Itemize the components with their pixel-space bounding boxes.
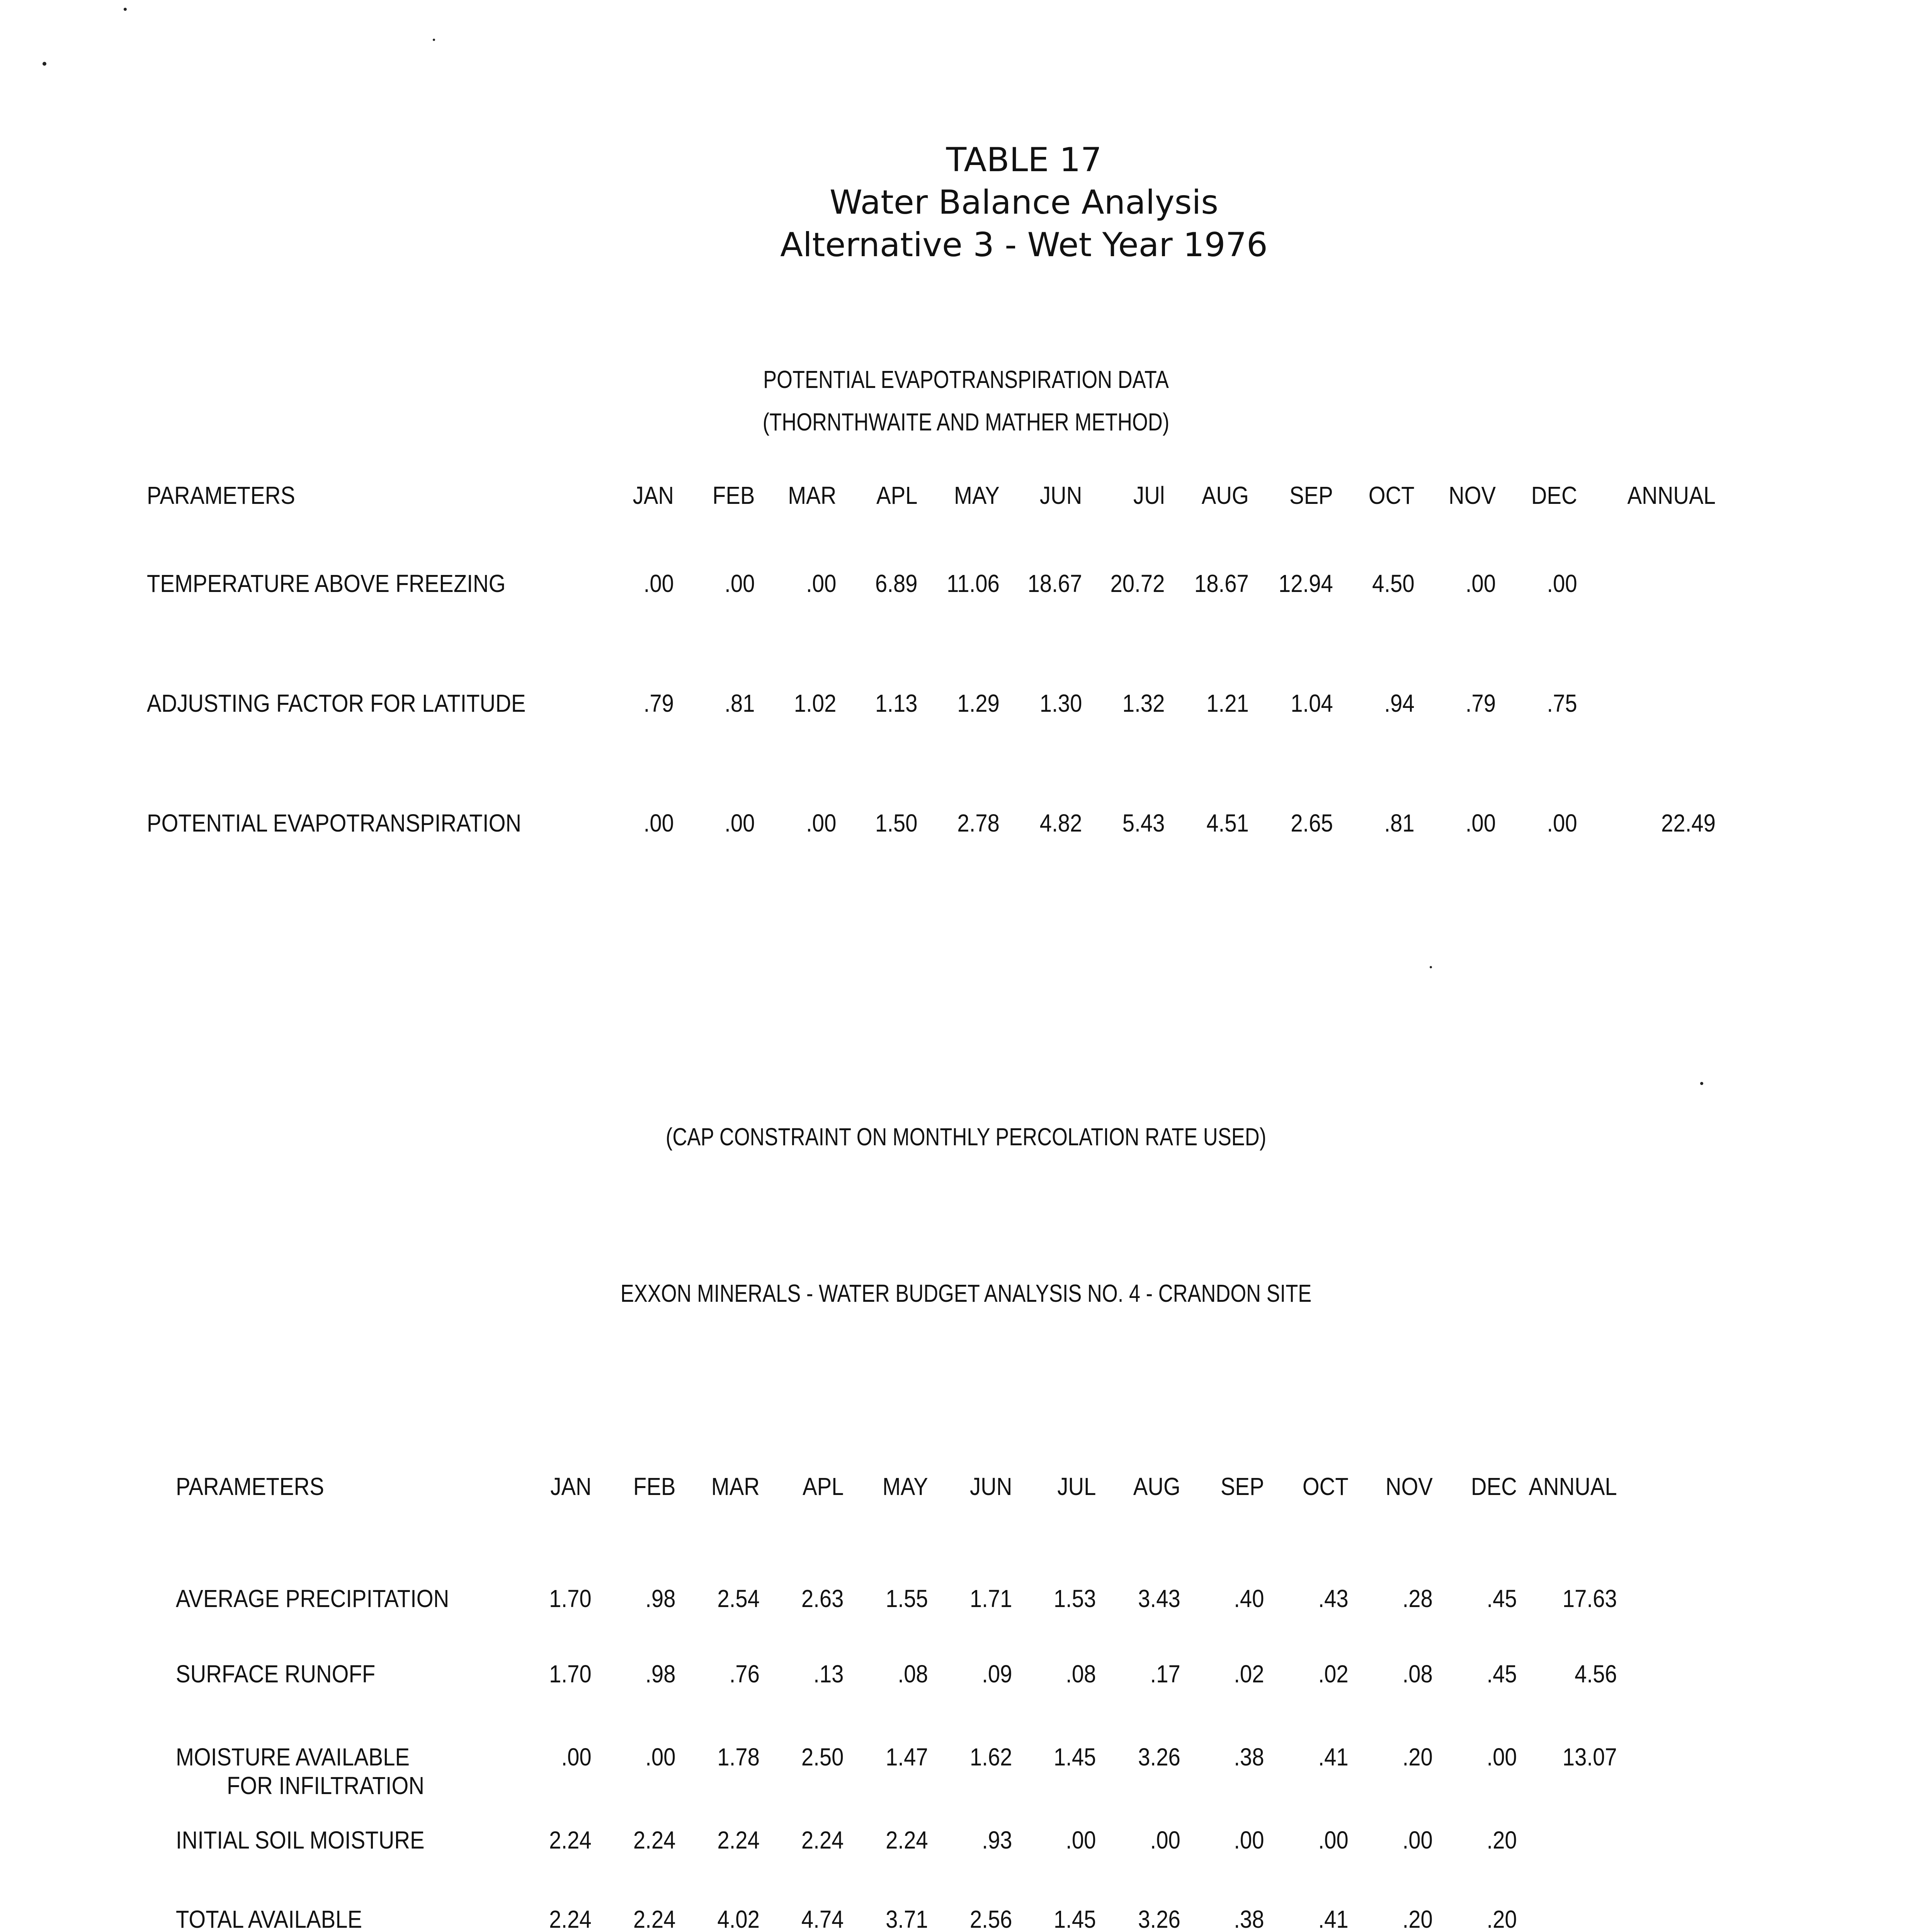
table-cell: 4.50 <box>1372 570 1415 597</box>
table-cell: .76 <box>730 1660 760 1688</box>
table-cell: .00 <box>1402 1826 1433 1854</box>
column-header: NOV <box>1449 481 1496 509</box>
table-cell: .45 <box>1486 1585 1517 1612</box>
table-cell: 1.45 <box>1053 1743 1096 1771</box>
table-cell: .38 <box>1234 1905 1264 1932</box>
row-label <box>176 1660 471 1743</box>
table-cell: 4.02 <box>717 1905 760 1932</box>
budget-row <box>176 1743 1617 1826</box>
column-header: DEC <box>1471 1473 1517 1500</box>
table-cell: .81 <box>1384 809 1415 837</box>
table-cell: 2.63 <box>801 1585 844 1612</box>
column-header: JUL <box>1057 1473 1096 1500</box>
pet-table <box>147 481 1716 883</box>
budget-header-row <box>176 1472 1617 1584</box>
row-label-line1: AVERAGE PRECIPITATION <box>176 1585 449 1612</box>
table-cell: .20 <box>1486 1905 1517 1932</box>
table-cell: .13 <box>813 1660 844 1688</box>
table-cell: 1.02 <box>794 689 837 717</box>
pet-row-temperature <box>147 524 1716 643</box>
pet-row-pet <box>147 763 1716 883</box>
column-header: NOV <box>1385 1473 1433 1500</box>
column-header: APL <box>803 1473 844 1500</box>
row-label: POTENTIAL EVAPOTRANSPIRATION <box>147 809 522 837</box>
table-cell: 11.06 <box>947 570 1000 597</box>
table-cell: 1.47 <box>885 1743 928 1771</box>
row-label-line1: INITIAL SOIL MOISTURE <box>176 1826 425 1854</box>
column-header: SEP <box>1221 1473 1264 1500</box>
table-cell: 2.24 <box>633 1905 676 1932</box>
table-cell: .20 <box>1486 1826 1517 1854</box>
column-header: JAN <box>633 481 674 509</box>
table-cell: 1.29 <box>957 689 1000 717</box>
budget-table <box>176 1472 1617 1932</box>
table-cell: .02 <box>1318 1660 1349 1688</box>
table-cell: 2.24 <box>885 1826 928 1854</box>
table-cell <box>1529 1826 1617 1905</box>
column-header: FEB <box>712 481 755 509</box>
table-cell: .17 <box>1150 1660 1180 1688</box>
table-cell: .00 <box>806 570 837 597</box>
table-cell: .41 <box>1318 1743 1349 1771</box>
table-cell: .20 <box>1402 1905 1433 1932</box>
table-cell: 4.51 <box>1206 809 1249 837</box>
table-cell: .40 <box>1234 1585 1264 1612</box>
row-label-line1: MOISTURE AVAILABLE <box>176 1743 410 1771</box>
pet-heading: POTENTIAL EVAPOTRANSPIRATION DATA <box>763 366 1169 393</box>
table-cell: 6.89 <box>875 570 918 597</box>
scan-speck <box>1700 1082 1703 1085</box>
column-header: OCT <box>1368 481 1415 509</box>
table-cell: .79 <box>1466 689 1496 717</box>
table-cell: .98 <box>645 1585 676 1612</box>
table-cell: 3.43 <box>1138 1585 1180 1612</box>
column-header: PARAMETERS <box>147 481 295 509</box>
table-cell: 18.67 <box>1027 570 1082 597</box>
table-cell: 17.63 <box>1563 1585 1617 1612</box>
table-cell: 1.50 <box>875 809 918 837</box>
column-header: MAR <box>788 481 837 509</box>
table-cell: 3.71 <box>885 1905 928 1932</box>
table-cell: .81 <box>724 689 755 717</box>
column-header: AUG <box>1201 481 1249 509</box>
table-cell <box>1594 524 1716 643</box>
table-cell: 5.43 <box>1122 809 1165 837</box>
pet-row-latitude-factor <box>147 643 1716 763</box>
table-cell: .00 <box>643 809 674 837</box>
column-header: SEP <box>1289 481 1333 509</box>
table-cell: .75 <box>1547 689 1578 717</box>
column-header: ANNUAL <box>1529 1473 1617 1500</box>
table-cell: 1.71 <box>969 1585 1012 1612</box>
table-cell: 1.78 <box>717 1743 760 1771</box>
table-cell <box>1594 643 1716 763</box>
budget-row <box>176 1905 1617 1932</box>
table-cell: .98 <box>645 1660 676 1688</box>
table-cell: 2.78 <box>957 809 1000 837</box>
scan-speck <box>1430 966 1432 968</box>
constraint-note: (CAP CONSTRAINT ON MONTHLY PERCOLATION RATE USED) <box>665 1123 1267 1151</box>
table-cell: 18.67 <box>1194 570 1249 597</box>
budget-heading: EXXON MINERALS - WATER BUDGET ANALYSIS NO. 4 - CRANDON SITE <box>620 1279 1312 1307</box>
row-label <box>176 1826 471 1905</box>
table-cell: .00 <box>1066 1826 1096 1854</box>
table-cell: 12.94 <box>1278 570 1333 597</box>
column-header: APL <box>876 481 918 509</box>
column-header: AUG <box>1133 1473 1180 1500</box>
table-cell: 1.70 <box>549 1585 592 1612</box>
table-cell: 2.56 <box>969 1905 1012 1932</box>
table-cell: .41 <box>1318 1905 1349 1932</box>
table-cell: 2.50 <box>801 1743 844 1771</box>
table-cell: .93 <box>981 1826 1012 1854</box>
scan-speck <box>43 62 46 66</box>
table-cell: 1.32 <box>1122 689 1165 717</box>
table-cell: .94 <box>1384 689 1415 717</box>
table-cell: .00 <box>1466 570 1496 597</box>
table-cell: 22.49 <box>1661 809 1716 837</box>
table-cell: .38 <box>1234 1743 1264 1771</box>
table-cell: .08 <box>1066 1660 1096 1688</box>
pet-method: (THORNTHWAITE AND MATHER METHOD) <box>762 408 1170 436</box>
table-cell: 13.07 <box>1563 1743 1617 1771</box>
table-cell: .00 <box>561 1743 592 1771</box>
column-header: JUl <box>1133 481 1165 509</box>
table-cell: 1.55 <box>885 1585 928 1612</box>
table-title: Water Balance Analysis <box>829 183 1219 222</box>
table-cell: 4.82 <box>1040 809 1082 837</box>
row-label-line1: SURFACE RUNOFF <box>176 1660 376 1688</box>
budget-row <box>176 1584 1617 1660</box>
table-cell: .00 <box>643 570 674 597</box>
table-cell: 2.24 <box>549 1905 592 1932</box>
column-header: JAN <box>550 1473 592 1500</box>
table-cell: .00 <box>645 1743 676 1771</box>
table-subtitle: Alternative 3 - Wet Year 1976 <box>780 226 1268 264</box>
row-label-line2: FOR INFILTRATION <box>227 1772 425 1799</box>
row-label <box>176 1584 471 1660</box>
budget-row <box>176 1826 1617 1905</box>
row-label <box>176 1743 471 1826</box>
table-cell: .00 <box>1150 1826 1180 1854</box>
column-header: JUN <box>1040 481 1082 509</box>
table-cell: .79 <box>643 689 674 717</box>
table-cell: .00 <box>1547 570 1578 597</box>
pet-header-row <box>147 481 1716 524</box>
column-header: MAY <box>954 481 1000 509</box>
table-cell: 2.24 <box>549 1826 592 1854</box>
column-header: PARAMETERS <box>176 1473 324 1500</box>
column-header: ANNUAL <box>1627 481 1716 509</box>
table-cell: 1.70 <box>549 1660 592 1688</box>
table-cell: .08 <box>898 1660 928 1688</box>
table-cell: .00 <box>724 570 755 597</box>
column-header: OCT <box>1302 1473 1349 1500</box>
column-header: MAY <box>882 1473 928 1500</box>
table-cell: 1.04 <box>1291 689 1333 717</box>
table-cell: .09 <box>981 1660 1012 1688</box>
table-cell: .00 <box>1486 1743 1517 1771</box>
table-cell: 4.56 <box>1575 1660 1617 1688</box>
table-cell: 1.45 <box>1053 1905 1096 1932</box>
table-cell: 4.74 <box>801 1905 844 1932</box>
table-cell: .00 <box>1547 809 1578 837</box>
table-cell: 2.24 <box>633 1826 676 1854</box>
table-cell: .08 <box>1402 1660 1433 1688</box>
table-cell: 2.24 <box>801 1826 844 1854</box>
row-label <box>176 1905 471 1932</box>
table-cell: .45 <box>1486 1660 1517 1688</box>
column-header: JUN <box>969 1473 1012 1500</box>
scan-speck <box>124 8 127 11</box>
table-cell: .28 <box>1402 1585 1433 1612</box>
table-cell: .00 <box>724 809 755 837</box>
table-cell: 1.21 <box>1206 689 1249 717</box>
table-cell: .00 <box>806 809 837 837</box>
table-cell: .00 <box>1466 809 1496 837</box>
row-label: ADJUSTING FACTOR FOR LATITUDE <box>147 689 526 717</box>
table-cell: 1.53 <box>1053 1585 1096 1612</box>
row-label-line1: TOTAL AVAILABLE <box>176 1905 362 1932</box>
column-header: FEB <box>633 1473 676 1500</box>
table-cell: .43 <box>1318 1585 1349 1612</box>
row-label: TEMPERATURE ABOVE FREEZING <box>147 570 506 597</box>
scan-speck <box>433 39 435 41</box>
table-cell: 1.62 <box>969 1743 1012 1771</box>
table-cell: .00 <box>1234 1826 1264 1854</box>
table-cell: 2.54 <box>717 1585 760 1612</box>
table-cell: 1.30 <box>1040 689 1082 717</box>
table-cell: 2.65 <box>1291 809 1333 837</box>
table-cell: 3.26 <box>1138 1905 1180 1932</box>
table-cell: .00 <box>1318 1826 1349 1854</box>
table-cell: 3.26 <box>1138 1743 1180 1771</box>
table-cell: 2.24 <box>717 1826 760 1854</box>
table-cell: 20.72 <box>1110 570 1165 597</box>
table-cell <box>1529 1905 1617 1932</box>
column-header: DEC <box>1531 481 1578 509</box>
column-header: MAR <box>711 1473 760 1500</box>
table-cell: 1.13 <box>875 689 918 717</box>
table-number: TABLE 17 <box>946 141 1102 179</box>
budget-row <box>176 1660 1617 1743</box>
table-cell: .20 <box>1402 1743 1433 1771</box>
table-cell: .02 <box>1234 1660 1264 1688</box>
